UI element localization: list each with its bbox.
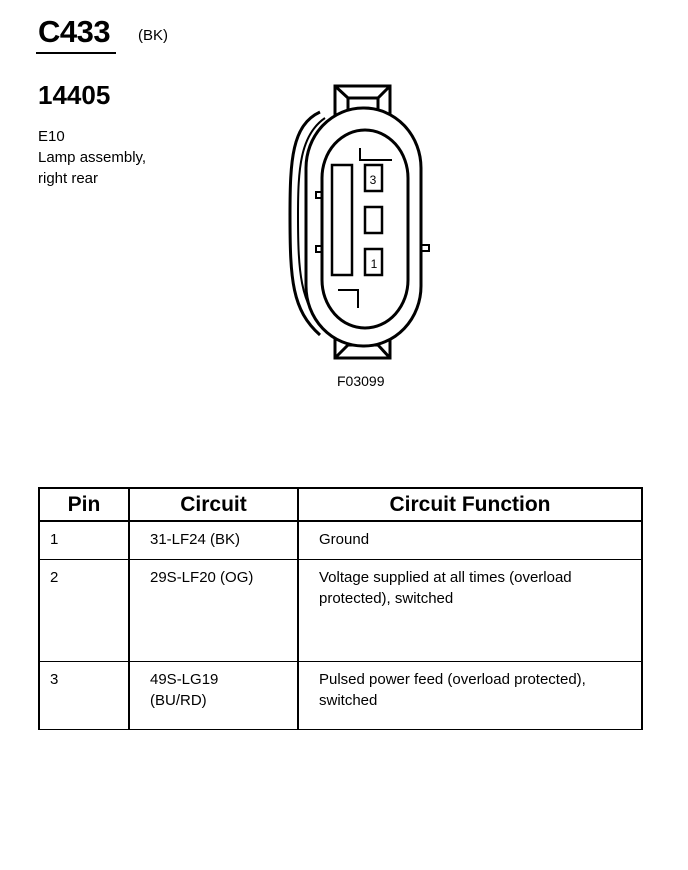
header-function: Circuit Function <box>298 488 642 521</box>
connector-face-diagram <box>0 0 688 420</box>
part-number: 14405 <box>38 80 111 110</box>
circuit-line: 31-LF24 (BK) <box>150 531 241 548</box>
function-line: Ground <box>319 531 370 548</box>
pin-cell: 2 <box>39 559 129 661</box>
pin-label: 1 <box>370 257 378 271</box>
circuit-cell <box>129 521 298 559</box>
function-line: switched <box>319 691 378 709</box>
table-row <box>39 661 642 729</box>
pinout-table <box>38 487 643 730</box>
connector-color: (BK) <box>138 27 168 44</box>
table-header-row <box>39 488 642 521</box>
header-pin: Pin <box>39 488 129 521</box>
function-cell <box>298 661 642 729</box>
header-circuit: Circuit <box>129 488 298 521</box>
function-line: Voltage supplied at all times (overload <box>319 568 572 586</box>
circuit-line: (BU/RD) <box>150 691 207 709</box>
pin-cell: 1 <box>39 521 129 559</box>
function-line: Pulsed power feed (overload protected), <box>319 670 586 688</box>
connector-id: C433 <box>38 14 111 49</box>
function-cell <box>298 559 642 661</box>
pin-cell: 3 <box>39 661 129 729</box>
function-cell <box>298 521 642 559</box>
circuit-cell <box>129 559 298 661</box>
location-code: E10 <box>38 128 65 145</box>
circuit-cell <box>129 661 298 729</box>
circuit-line: 29S-LF20 (OG) <box>150 568 254 586</box>
table-row <box>39 559 642 661</box>
circuit-line: 49S-LG19 <box>150 670 219 688</box>
description-line: right rear <box>38 170 99 187</box>
pin-label: 3 <box>369 173 377 187</box>
table-row <box>39 521 642 559</box>
figure-id: F03099 <box>337 373 385 389</box>
function-line: protected), switched <box>319 589 454 607</box>
description-line: Lamp assembly, <box>38 149 147 166</box>
